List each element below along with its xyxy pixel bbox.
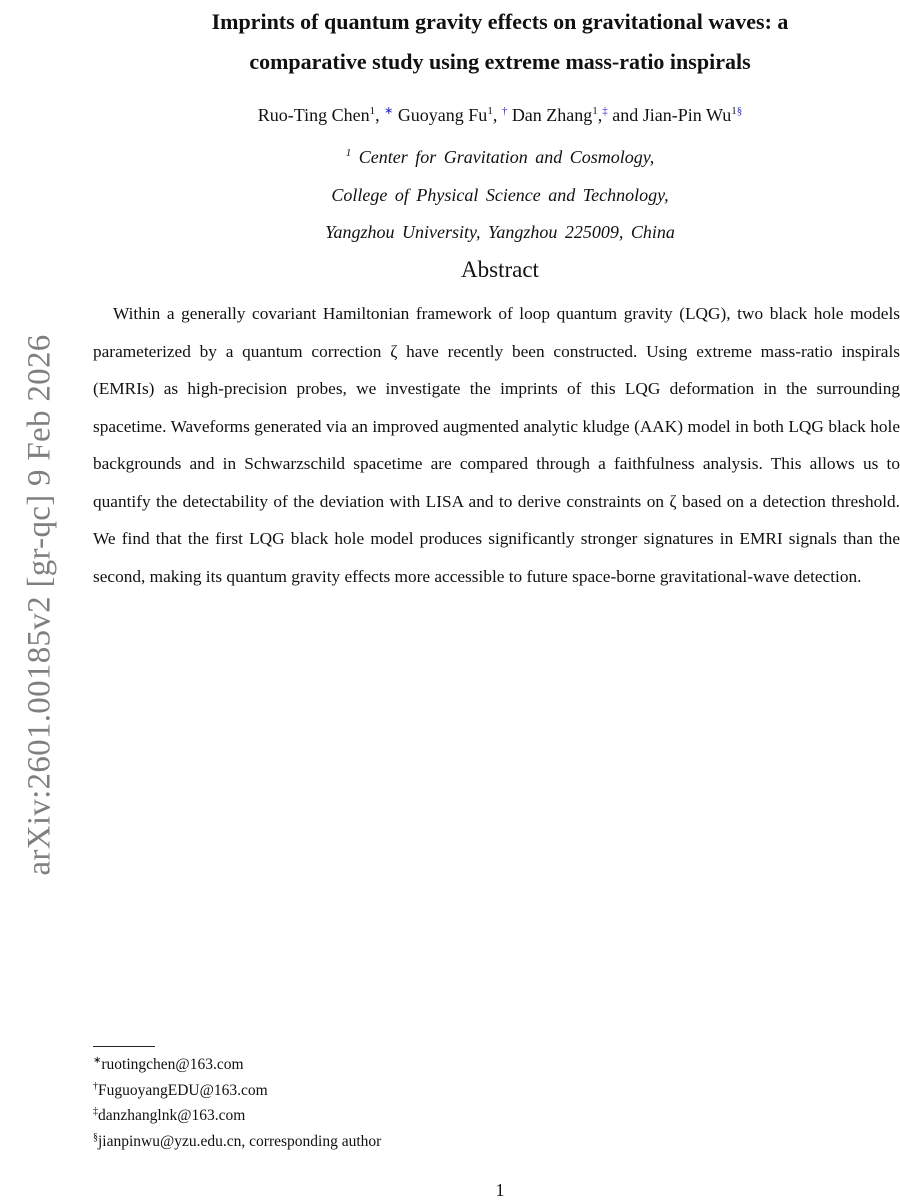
author-footnote-link[interactable]: ∗ [384, 105, 394, 117]
footnote-divider [93, 1046, 155, 1047]
footnotes [93, 1052, 793, 1154]
footnote-email[interactable]: jianpinwu@yzu.edu.cn, corresponding author [98, 1132, 382, 1150]
footnote-mark: § [93, 1131, 98, 1143]
footnote-item [93, 1052, 793, 1078]
author-name: Jian-Pin Wu [642, 105, 732, 125]
abstract-heading: Abstract [461, 257, 539, 282]
footnote-email[interactable]: danzhanglnk@163.com [98, 1107, 246, 1124]
title-line-1: Imprints of quantum gravity effects on gravitational waves: a [211, 9, 789, 34]
footnote-email[interactable]: ruotingchen@163.com [101, 1056, 244, 1073]
author-list [100, 100, 900, 130]
footnote-mark: ∗ [93, 1055, 102, 1066]
arxiv-identifier-stamp: arXiv:2601.00185v2 [gr-qc] 9 Feb 2026 [21, 334, 58, 876]
author-footnote-link[interactable]: † [501, 105, 508, 117]
affiliation-line-3: Yangzhou University, Yangzhou 225009, China [325, 222, 675, 242]
author-name: Ruo-Ting Chen [257, 105, 370, 125]
footnote-item [93, 1129, 793, 1155]
page-number: 1 [495, 1180, 505, 1200]
author-affiliation-mark: 1 [369, 105, 376, 117]
author-affiliation-mark: 1 [731, 105, 737, 117]
author-footnote-link[interactable]: ‡ [602, 105, 608, 117]
abstract-text: Within a generally covariant Hamiltonian framework of loop quantum gravity (LQG), two black hole models parameterized by a quantum correction ζ have recently been constructed. Using extreme mass-ratio inspirals (EMRIs) as high-precision probes, we investigate the imprints of this LQG deformation in the surrounding spacetime. Waveforms generated via an improved augmented analytic kludge (AAK) model in both LQG black hole backgrounds and in Schwarzschild spacetime are compared through a faithfulness analysis. This allows us to quantify the detectability of the deviation with LISA and to derive constraints on ζ based on a detection threshold. We find that the first LQG black hole model produces significantly stronger signatures in EMRI signals than the second, making its quantum gravity effects more accessible to future space-borne gravitational-wave detection. [93, 304, 900, 586]
footnote-email[interactable]: FuguoyangEDU@163.com [98, 1081, 268, 1099]
footnote-item [93, 1078, 793, 1104]
author-name: Dan Zhang [511, 105, 593, 125]
author-separator: , [597, 105, 603, 125]
footnote-mark: ‡ [93, 1106, 98, 1117]
author-separator: and [607, 105, 643, 125]
affiliation-line-2: College of Physical Science and Technology, [331, 184, 669, 205]
author-name: Guoyang Fu [397, 105, 488, 125]
affiliation-mark: 1 [345, 147, 352, 159]
footnote-item [93, 1103, 793, 1129]
title-line-2: comparative study using extreme mass-ratio inspirals [249, 49, 751, 74]
author-separator: , [492, 105, 502, 125]
footnote-mark: † [93, 1080, 98, 1092]
author-affiliation-mark: 1 [592, 105, 598, 117]
paper-title [100, 2, 900, 82]
affiliation-line-1: $^1$ Center for Gravitation and Cosmology, [345, 147, 655, 167]
author-affiliation-mark: 1 [487, 105, 493, 117]
author-separator: , [375, 105, 385, 125]
author-footnote-link[interactable]: § [736, 105, 743, 117]
affiliation-block [100, 139, 900, 252]
